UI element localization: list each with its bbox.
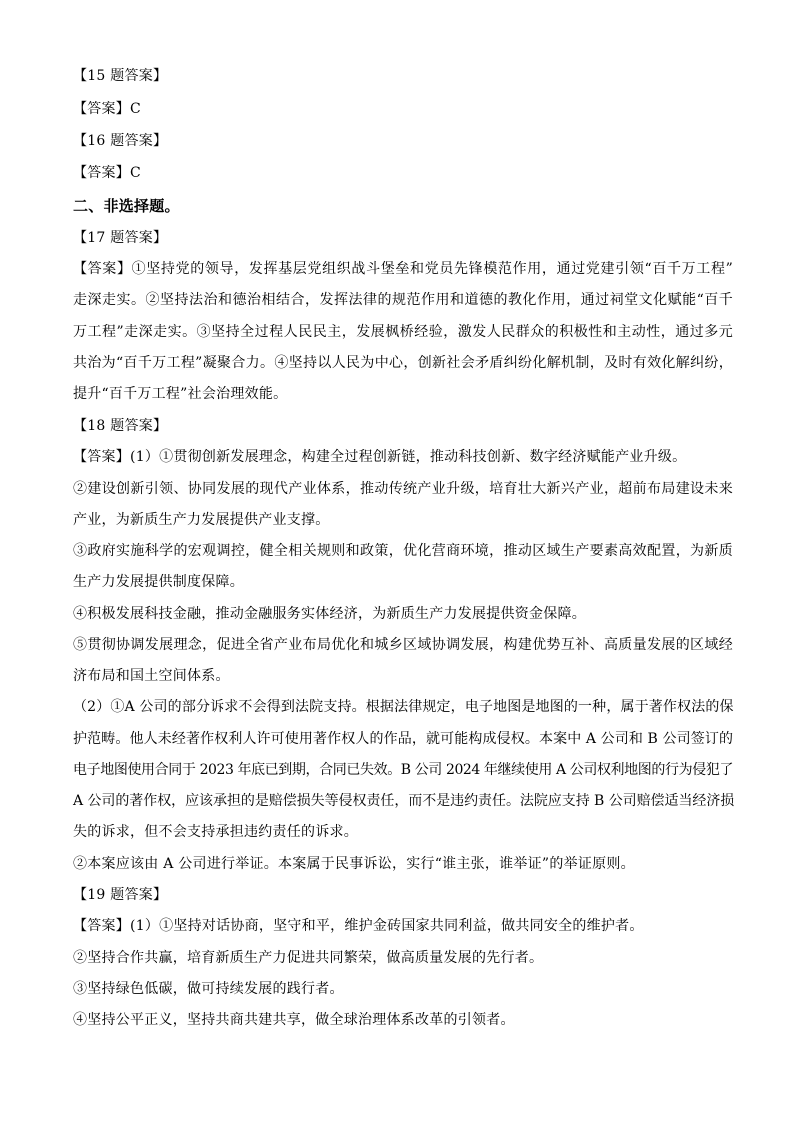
q18-text-line: ③政府实施科学的宏观调控，健全相关规则和政策，优化营商环境，推动区域生产要素高效配置，为新质 xyxy=(73,543,733,559)
q17-label: 【17 题答案】 xyxy=(73,230,168,246)
q15-answer: 【答案】C xyxy=(73,101,141,117)
q18-label: 【18 题答案】 xyxy=(73,418,168,434)
q15-label: 【15 题答案】 xyxy=(73,68,168,84)
q18-text-line: 济布局和国土空间体系。 xyxy=(73,668,230,684)
q18-text-line: （2）①A 公司的部分诉求不会得到法院支持。根据法律规定，电子地图是地图的一种，属于著作权法的保 xyxy=(73,699,734,715)
q17-text-line: 共治为“百千万工程”凝聚合力。④坚持以人民为中心，创新社会矛盾纠纷化解机制，及时有效化解纠纷， xyxy=(73,355,733,371)
q16-label: 【16 题答案】 xyxy=(73,133,168,149)
section-heading: 二、非选择题。 xyxy=(73,197,180,215)
q19-text-line: ④坚持公平正义，坚持共商共建共享，做全球治理体系改革的引领者。 xyxy=(73,1012,515,1028)
q18-text-line: 生产力发展提供制度保障。 xyxy=(73,574,244,590)
q18-text-line: 【答案】(1）①贯彻创新发展理念，构建全过程创新链，推动科技创新、数字经济赋能产业升级。 xyxy=(73,449,687,465)
q19-text-line: ③坚持绿色低碳，做可持续发展的践行者。 xyxy=(73,981,344,997)
q18-text-line: 电子地图使用合同于 2023 年底已到期，合同已失效。B 公司 2024 年继续使用 A 公司权利地图的行为侵犯了 xyxy=(73,762,733,778)
q18-text-line: ⑤贯彻协调发展理念，促进全省产业布局优化和城乡区域协调发展，构建优势互补、高质量发展的区域经 xyxy=(73,637,733,653)
q18-text-line: 失的诉求，但不会支持承担违约责任的诉求。 xyxy=(73,824,358,840)
q19-text-line: 【答案】(1）①坚持对话协商，坚守和平，维护金砖国家共同利益，做共同安全的维护者。 xyxy=(73,918,644,934)
q18-text-line: ④积极发展科技金融，推动金融服务实体经济，为新质生产力发展提供资金保障。 xyxy=(73,606,586,622)
q18-text-line: 产业，为新质生产力发展提供产业支撑。 xyxy=(73,512,330,528)
q16-answer: 【答案】C xyxy=(73,165,141,181)
q17-text-line: 提升“百千万工程”社会治理效能。 xyxy=(73,386,288,402)
q19-label: 【19 题答案】 xyxy=(73,887,168,903)
q18-text-line: 护范畴。他人未经著作权利人许可使用著作权人的作品，就可能构成侵权。本案中 A 公司和 B 公司签订的 xyxy=(73,731,733,747)
q19-text-line: ②坚持合作共赢，培育新质生产力促进共同繁荣，做高质量发展的先行者。 xyxy=(73,950,544,966)
q18-text-line: ②本案应该由 A 公司进行举证。本案属于民事诉讼，实行“谁主张，谁举证”的举证原则。 xyxy=(73,856,635,872)
q17-text-line: 【答案】①坚持党的领导，发挥基层党组织战斗堡垒和党员先锋模范作用，通过党建引领“百千万工程” xyxy=(73,261,733,277)
q17-text-line: 走深走实。②坚持法治和德治相结合，发挥法律的规范作用和道德的教化作用，通过祠堂文化赋能“百千 xyxy=(73,292,733,308)
q18-text-line: A 公司的著作权，应该承担的是赔偿损失等侵权责任，而不是违约责任。法院应支持 B 公司赔偿适当经济损 xyxy=(73,793,735,809)
q18-text-line: ②建设创新引领、协同发展的现代产业体系，推动传统产业升级，培育壮大新兴产业，超前布局建设未来 xyxy=(73,481,733,497)
q17-text-line: 万工程”走深走实。③坚持全过程人民民主，发展枫桥经验，激发人民群众的积极性和主动性，通过多元 xyxy=(73,324,733,340)
